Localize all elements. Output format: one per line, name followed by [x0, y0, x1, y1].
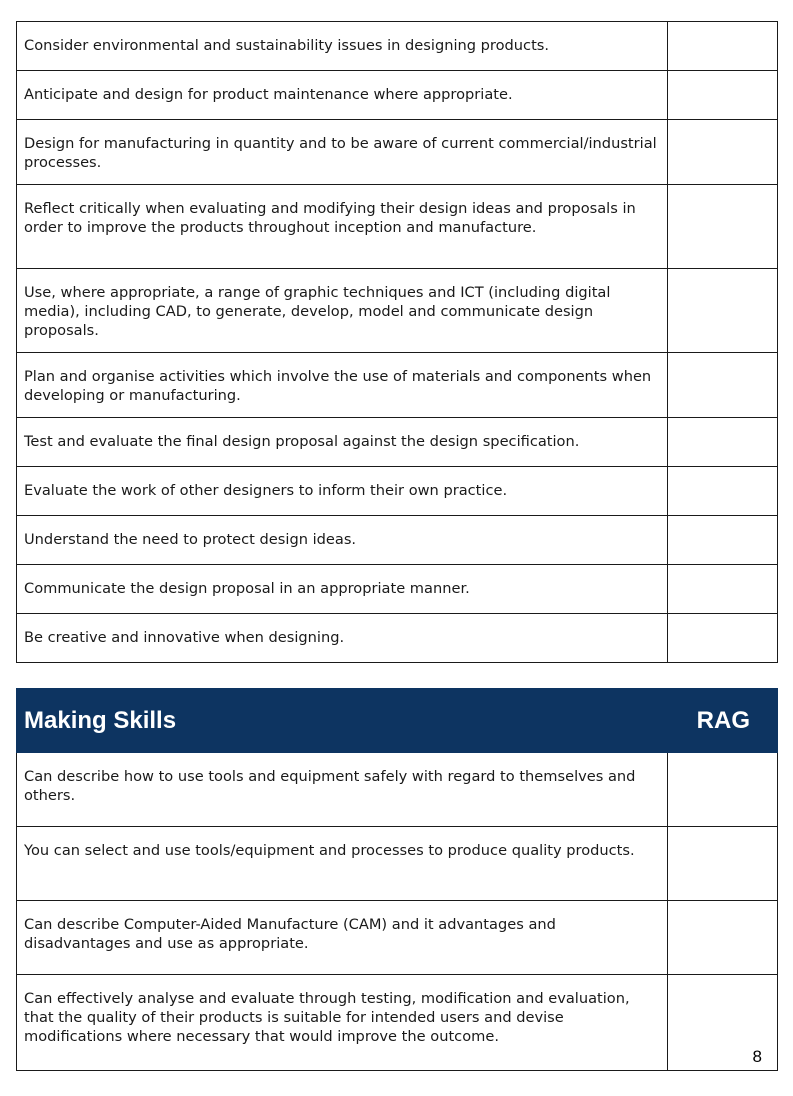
skill-description-cell [17, 185, 668, 269]
skill-description-cell [17, 269, 668, 353]
section-title: Making Skills [17, 689, 668, 753]
table-row [17, 467, 778, 516]
skill-description-cell [17, 565, 668, 614]
skill-description-cell [17, 353, 668, 418]
skill-description: Consider environmental and sustainability issues in designing products. [24, 37, 550, 54]
rag-rating-cell[interactable] [668, 418, 778, 467]
rag-rating-cell[interactable] [668, 185, 778, 269]
table-row [17, 185, 778, 269]
skill-description: Test and evaluate the final design proposal against the design specification. [24, 433, 580, 450]
skill-description-cell [17, 71, 668, 120]
skill-description-cell [17, 516, 668, 565]
table-row [17, 827, 778, 901]
rag-rating-cell[interactable] [668, 22, 778, 71]
making-skills-table [16, 688, 778, 1071]
skill-description-cell [17, 901, 668, 975]
rag-rating-cell[interactable] [668, 71, 778, 120]
table-row [17, 22, 778, 71]
skill-description: You can select and use tools/equipment and processes to produce quality products. [24, 842, 635, 859]
table-row [17, 418, 778, 467]
skill-description-cell [17, 975, 668, 1071]
page-number: 8 [752, 1047, 762, 1066]
skill-description-cell [17, 467, 668, 516]
table-row [17, 120, 778, 185]
table-row [17, 614, 778, 663]
rag-rating-cell[interactable] [668, 565, 778, 614]
skill-description: Anticipate and design for product maintenance where appropriate. [24, 86, 513, 103]
rag-rating-cell[interactable] [668, 516, 778, 565]
rag-rating-cell[interactable] [668, 901, 778, 975]
skill-description-cell [17, 22, 668, 71]
skill-description: Evaluate the work of other designers to inform their own practice. [24, 482, 508, 499]
skill-description: Use, where appropriate, a range of graphic techniques and ICT (including digital media), including CAD, to generate, develop, model and communicate design proposals. [24, 284, 611, 339]
rag-rating-cell[interactable] [668, 975, 778, 1071]
table-row [17, 353, 778, 418]
table-row [17, 975, 778, 1071]
skill-description-cell [17, 827, 668, 901]
table-row [17, 565, 778, 614]
table-row [17, 753, 778, 827]
rag-rating-cell[interactable] [668, 827, 778, 901]
design-skills-table [16, 21, 778, 663]
skill-description: Communicate the design proposal in an appropriate manner. [24, 580, 470, 597]
rag-rating-cell[interactable] [668, 353, 778, 418]
skill-description-cell [17, 418, 668, 467]
rag-column-header: RAG [668, 689, 778, 753]
rag-rating-cell[interactable] [668, 120, 778, 185]
rag-rating-cell[interactable] [668, 614, 778, 663]
skill-description: Plan and organise activities which involve the use of materials and components when developing or manufacturing. [24, 368, 652, 404]
skill-description-cell [17, 120, 668, 185]
skill-description: Can describe how to use tools and equipment safely with regard to themselves and others. [24, 768, 636, 804]
skill-description: Reflect critically when evaluating and modifying their design ideas and proposals in order to improve the products throughout inception and manufacture. [24, 200, 636, 236]
rag-rating-cell[interactable] [668, 467, 778, 516]
rag-rating-cell[interactable] [668, 269, 778, 353]
skill-description: Design for manufacturing in quantity and to be aware of current commercial/industrial processes. [24, 135, 657, 171]
skill-description: Can effectively analyse and evaluate through testing, modification and evaluation, that the quality of their products is suitable for intended users and devise modifications where necessary that would improve the outcome. [24, 990, 630, 1045]
skill-description: Understand the need to protect design ideas. [24, 531, 357, 548]
rag-rating-cell[interactable] [668, 753, 778, 827]
table-row [17, 269, 778, 353]
table-row [17, 71, 778, 120]
skill-description-cell [17, 753, 668, 827]
table-header-row [17, 689, 778, 753]
skill-description-cell [17, 614, 668, 663]
skill-description: Can describe Computer-Aided Manufacture (CAM) and it advantages and disadvantages and use as appropriate. [24, 916, 556, 952]
skill-description: Be creative and innovative when designing. [24, 629, 345, 646]
table-row [17, 516, 778, 565]
table-row [17, 901, 778, 975]
